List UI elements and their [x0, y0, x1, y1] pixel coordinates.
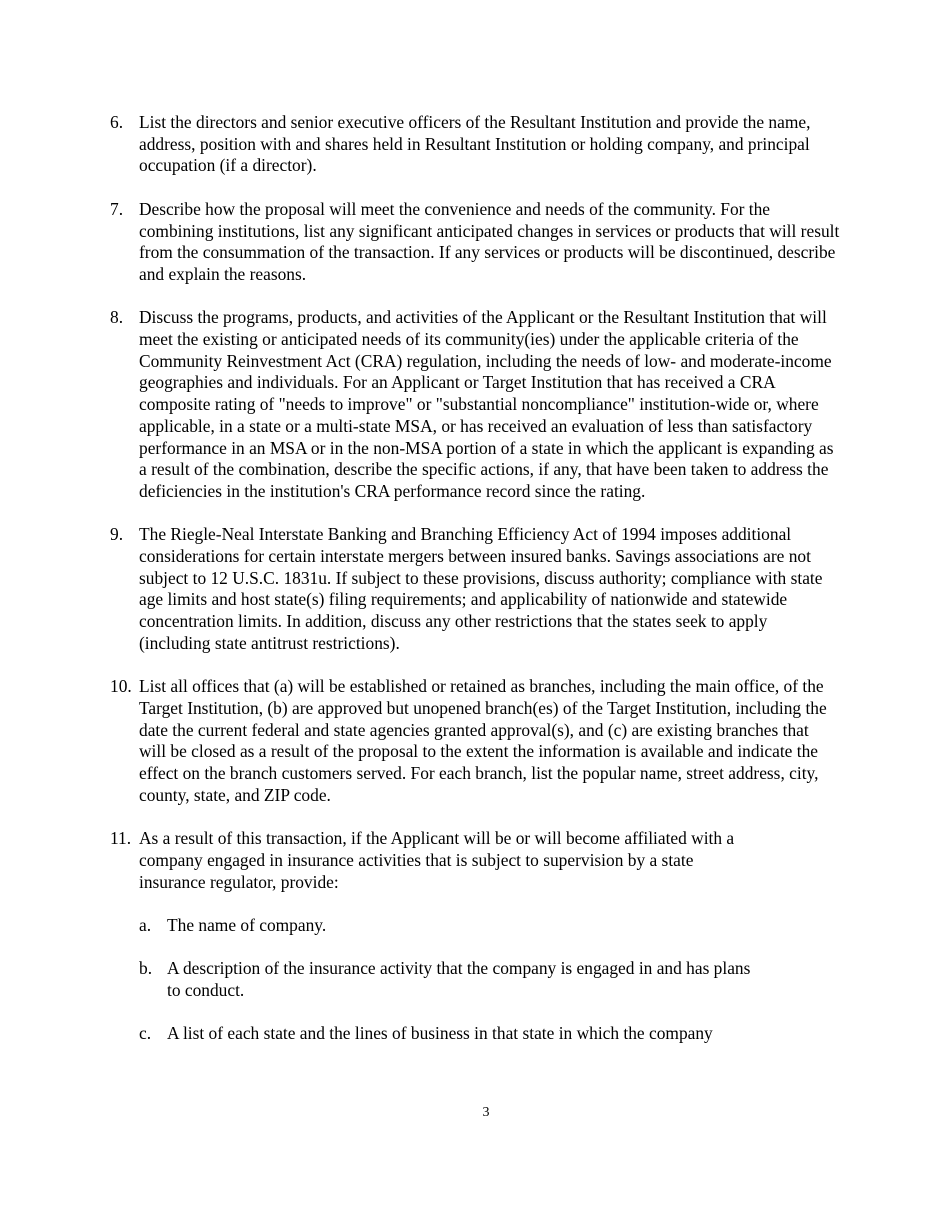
- sub-item-text: A list of each state and the lines of business in that state in which the company: [167, 1023, 713, 1044]
- sub-item-c: [139, 1023, 840, 1045]
- item-text: List all offices that (a) will be established or retained as branches, including the main office, of the Target Institution, (b) are approved but unopened branch(es) of the Target Institution, including the date the current federal and state agencies granted approval(s), and (c) are existing branches that will be closed as a result of the proposal to the extent the information is available and indicate the effect on the branch customers served. For each branch, list the popular name, street address, city, county, state, and ZIP code.: [139, 676, 827, 805]
- item-number: 7.: [110, 198, 124, 219]
- sub-item-letter: c.: [139, 1023, 152, 1044]
- list-item-7: [110, 199, 840, 286]
- sub-item-text: A description of the insurance activity that the company is engaged in and has plans to conduct.: [167, 958, 751, 1001]
- list-item-11: [110, 828, 840, 1045]
- item-text: Describe how the proposal will meet the convenience and needs of the community. For the combining institutions, list any significant anticipated changes in services or products that will result from the consummation of the transaction. If any services or products will be discontinued, describe and explain the reasons.: [139, 198, 840, 284]
- item-number: 10.: [110, 676, 132, 697]
- sub-item-a: [139, 915, 840, 937]
- list-item-8: [110, 307, 840, 502]
- item-number: 6.: [110, 112, 124, 132]
- item-text: Discuss the programs, products, and activities of the Applicant or the Resultant Institution that will meet the existing or anticipated needs of its community(ies) under the applicable criteria of the Community Reinvestment Act (CRA) regulation, including the needs of low- and moderate-income geographies and individuals. For an Applicant or Target Institution that has received a CRA composite rating of "needs to improve" or "substantial noncompliance" institution-wide or, where applicable, in a state or a multi-state MSA, or has received an evaluation of less than satisfactory performance in an MSA or in the non-MSA portion of a state in which the applicant is expanding as a result of the combination, describe the specific actions, if any, that have been taken to address the deficiencies in the institution's CRA performance record since the rating.: [139, 307, 834, 501]
- list-item-10: [110, 676, 840, 806]
- sub-item-text: The name of company.: [167, 914, 327, 935]
- item-text: List the directors and senior executive officers of the Resultant Institution and provide the name, address, position with and shares held in Resultant Institution or holding company, and principal occupation (if a director).: [139, 112, 811, 176]
- item-number: 9.: [110, 524, 124, 545]
- item-text: As a result of this transaction, if the Applicant will be or will become affiliated with a company engaged in insurance activities that is subject to supervision by a state insurance regulator, provide:: [139, 828, 735, 892]
- sub-item-b: [139, 958, 840, 1001]
- numbered-list: [110, 112, 840, 1067]
- sub-list: [139, 915, 840, 1045]
- list-item-9: [110, 524, 840, 654]
- page-number: 3: [482, 1105, 490, 1120]
- sub-item-letter: a.: [139, 914, 152, 935]
- sub-item-letter: b.: [139, 958, 153, 979]
- item-text: The Riegle-Neal Interstate Banking and Branching Efficiency Act of 1994 imposes additional considerations for certain interstate mergers between insured banks. Savings associations are not subject to 12 U.S.C. 1831u. If subject to these provisions, discuss authority; compliance with state age limits and host state(s) filing requirements; and applicability of nationwide and statewide concentration limits. In addition, discuss any other restrictions that the states seek to apply (including state antitrust restrictions).: [139, 524, 823, 653]
- list-item-6: [110, 112, 840, 177]
- item-number: 8.: [110, 307, 124, 328]
- item-number: 11.: [110, 828, 132, 849]
